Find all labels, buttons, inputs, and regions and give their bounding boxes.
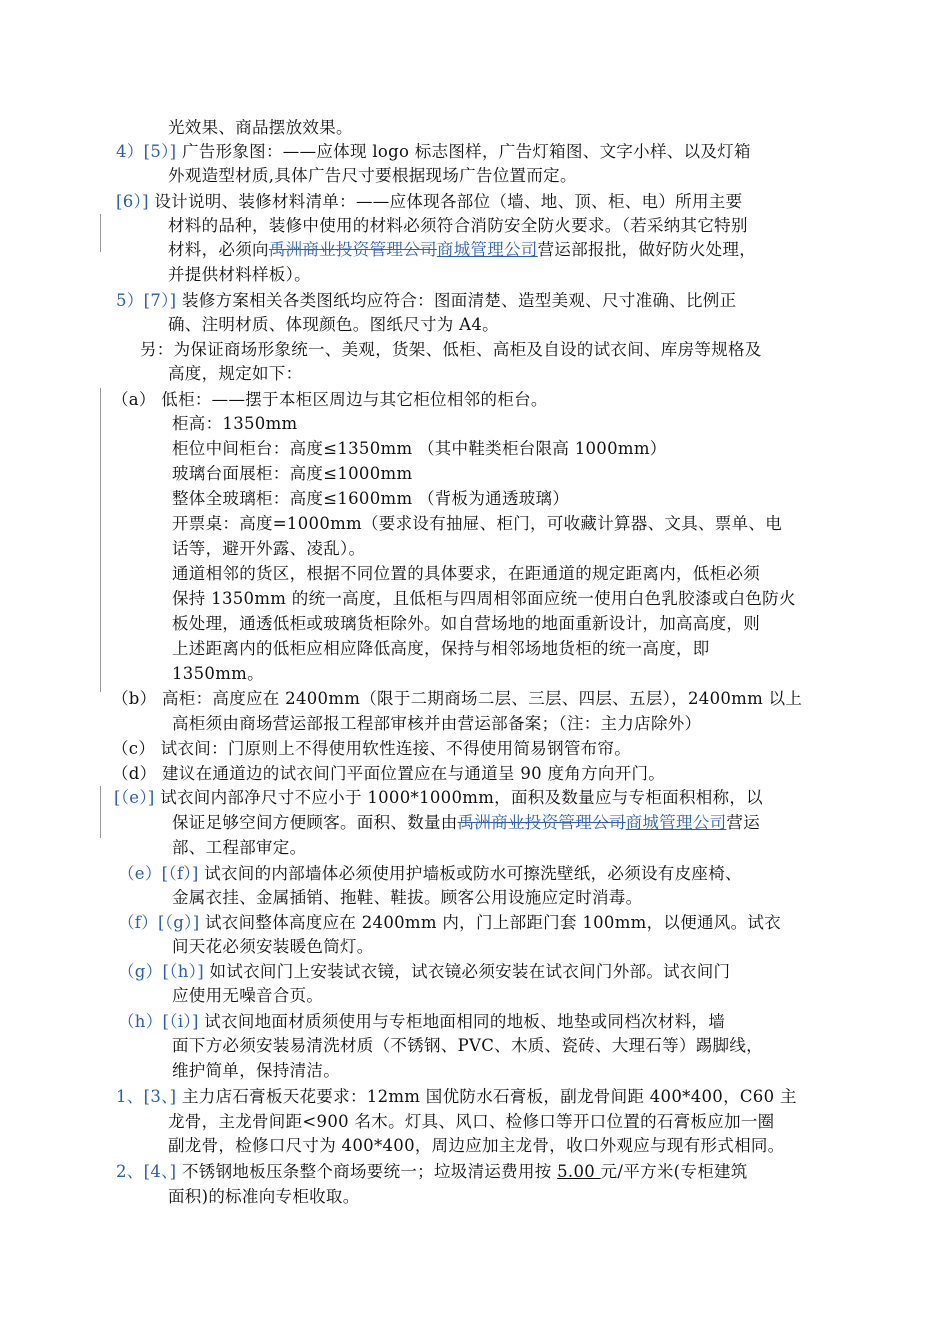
revision-marker: 2、[4、] xyxy=(116,1162,182,1181)
deleted-text: 禹洲商业投资管理公司 xyxy=(457,813,626,832)
text-line xyxy=(172,935,374,959)
revision-marker: 5）[7）] xyxy=(116,291,182,310)
text-run: 保证足够空间方便顾客。面积、数量由 xyxy=(172,813,458,832)
text-run: 营运部报批，做好防火处理， xyxy=(537,240,757,259)
text-line xyxy=(172,712,701,736)
inserted-text: 商城管理公司 xyxy=(436,240,538,259)
text-run: 确、注明材质、体现颜色。图纸尺寸为 A4。 xyxy=(168,315,499,334)
text-run: 龙骨，主龙骨间距<900 名木。灯具、风口、检修口等开口位置的石膏板应加一圈 xyxy=(168,1112,775,1131)
text-run: （d） 建议在通道边的试衣间门平面位置应在与通道呈 90 度角方向开门。 xyxy=(112,764,666,783)
text-run: 如试衣间门上安装试衣镜，试衣镜必须安装在试衣间门外部。试衣间门 xyxy=(209,962,731,981)
text-line xyxy=(168,1134,784,1158)
revision-marker: [（e）] xyxy=(114,788,161,807)
text-line xyxy=(116,289,736,313)
revision-marker: [6）] xyxy=(116,192,155,211)
text-run: 材料，必须向 xyxy=(168,240,269,259)
text-line xyxy=(112,687,802,711)
revision-bar xyxy=(100,388,101,692)
text-line xyxy=(168,1110,774,1134)
text-run: 柜位中间柜台：高度≤1350mm （其中鞋类柜台限高 1000mm） xyxy=(172,439,667,458)
text-line xyxy=(168,313,499,337)
text-line xyxy=(112,762,665,786)
text-run: 玻璃台面展柜：高度≤1000mm xyxy=(172,464,413,483)
text-line xyxy=(168,263,311,287)
inserted-text: 商城管理公司 xyxy=(625,813,727,832)
text-run: 应使用无噪音合页。 xyxy=(172,986,324,1005)
text-line xyxy=(116,190,742,214)
text-line xyxy=(172,412,297,436)
text-line xyxy=(172,984,323,1008)
text-line xyxy=(118,911,781,935)
text-run: 光效果、商品摆放效果。 xyxy=(168,118,353,137)
text-line xyxy=(172,487,569,511)
text-line xyxy=(172,811,760,835)
text-line xyxy=(172,836,306,860)
text-run: 副龙骨，检修口尺寸为 400*400，周边应加主龙骨，收口外观应与现有形式相同。 xyxy=(168,1136,785,1155)
text-line xyxy=(114,786,763,810)
text-line xyxy=(116,1085,797,1109)
text-run: 整体全玻璃柜：高度≤1600mm （背板为通透玻璃） xyxy=(172,489,570,508)
text-line xyxy=(172,512,782,536)
text-run: 试衣间内部净尺寸不应小于 1000*1000mm，面积及数量应与专柜面积相称，以 xyxy=(160,788,763,807)
text-line xyxy=(172,662,264,686)
text-run: （a） 低柜：——摆于本柜区周边与其它柜位相邻的柜台。 xyxy=(112,390,548,409)
text-run: 营运 xyxy=(726,813,761,832)
text-line xyxy=(168,164,577,188)
text-line xyxy=(168,1185,360,1209)
text-run: 元/平方米(专柜建筑 xyxy=(600,1162,748,1181)
text-run: 高柜须由商场营运部报工程部审核并由营运部备案；（注：主力店除外） xyxy=(172,714,702,733)
revision-marker: （f）[（g）] xyxy=(118,913,205,932)
text-run: 外观造型材质,具体广告尺寸要根据现场广告位置而定。 xyxy=(168,166,577,185)
text-run: 试衣间整体高度应在 2400mm 内，门上部距门套 100mm，以便通风。试衣 xyxy=(205,913,782,932)
text-line xyxy=(140,338,762,362)
text-run: 开票桌：高度=1000mm（要求设有抽屉、柜门，可收藏计算器、文具、票单、电 xyxy=(172,514,783,533)
revision-marker: （g）[（h）] xyxy=(118,962,210,981)
revision-marker: 1、[3、] xyxy=(116,1087,182,1106)
text-line xyxy=(168,214,748,238)
text-run: 不锈钢地板压条整个商场要统一；垃圾清运费用按 xyxy=(181,1162,558,1181)
text-run: 维护简单，保持清洁。 xyxy=(172,1061,340,1080)
revision-marker: （h）[（i）] xyxy=(118,1012,205,1031)
text-line xyxy=(172,437,667,461)
text-run: 材料的品种，装修中使用的材料必须符合消防安全防火要求。（若采纳其它特别 xyxy=(168,216,748,235)
text-run: 上述距离内的低柜应相应降低高度，保持与相邻场地货柜的统一高度，即 xyxy=(172,639,710,658)
text-run: 话等，避开外露、凌乱）。 xyxy=(172,539,366,558)
revision-bar xyxy=(100,214,101,252)
text-run: 保持 1350mm 的统一高度，且低柜与四周相邻面应统一使用白色乳胶漆或白色防火 xyxy=(172,589,796,608)
text-line xyxy=(172,612,760,636)
text-line xyxy=(172,1059,340,1083)
revision-marker: 4）[5）] xyxy=(116,142,182,161)
text-line xyxy=(168,362,302,386)
text-line xyxy=(168,116,353,140)
text-run: 部、工程部审定。 xyxy=(172,838,307,857)
text-run: 通道相邻的货区，根据不同位置的具体要求，在距通道的规定距离内，低柜必须 xyxy=(172,564,760,583)
text-run: 并提供材料样板）。 xyxy=(168,265,311,284)
text-line xyxy=(116,1160,748,1184)
text-run: 试衣间地面材质须使用与专柜地面相同的地板、地垫或同档次材料，墙 xyxy=(204,1012,726,1031)
text-line xyxy=(172,587,796,611)
text-line xyxy=(118,1010,725,1034)
text-run: （b） 高柜：高度应在 2400mm（限于二期商场二层、三层、四层、五层），2400mm 以上 xyxy=(112,689,803,708)
text-line xyxy=(172,537,365,561)
text-line xyxy=(112,388,548,412)
deleted-text: 禹洲商业投资管理公司 xyxy=(268,240,437,259)
text-run: 面积)的标准向专柜收取。 xyxy=(168,1187,360,1206)
revision-marker: （e）[（f）] xyxy=(118,864,205,883)
text-run: 装修方案相关各类图纸均应符合：图面清楚、造型美观、尺寸准确、比例正 xyxy=(181,291,737,310)
text-line xyxy=(112,737,631,761)
text-run: 主力店石膏板天花要求：12mm 国优防水石膏板，副龙骨间距 400*400，C60 主 xyxy=(181,1087,797,1106)
text-run: 板处理，通透低柜或玻璃货柜除外。如自营场地的地面重新设计，加高高度，则 xyxy=(172,614,760,633)
text-run: 面下方必须安装易清洗材质（不锈钢、PVC、木质、瓷砖、大理石等）踢脚线， xyxy=(172,1036,763,1055)
text-line xyxy=(118,960,730,984)
text-line xyxy=(168,238,756,262)
text-run: 1350mm。 xyxy=(172,664,264,683)
text-run: 高度，规定如下： xyxy=(168,364,303,383)
revision-bar xyxy=(100,786,101,838)
text-line xyxy=(172,886,642,910)
text-line xyxy=(172,562,760,586)
text-run: 设计说明、装修材料清单：——应体现各部位（墙、地、顶、柜、电）所用主要 xyxy=(154,192,743,211)
text-run: 另：为保证商场形象统一、美观，货架、低柜、高柜及自设的试衣间、库房等规格及 xyxy=(140,340,762,359)
text-run: 柜高：1350mm xyxy=(172,414,298,433)
underlined-value: 5.00 xyxy=(557,1162,601,1181)
text-line xyxy=(172,462,412,486)
text-line xyxy=(172,637,710,661)
text-line xyxy=(116,140,751,164)
text-line xyxy=(118,862,742,886)
text-run: 广告形象图：——应体现 logo 标志图样，广告灯箱图、文字小样、以及灯箱 xyxy=(181,142,751,161)
text-run: （c） 试衣间：门原则上不得使用软性连接、不得使用简易钢管布帘。 xyxy=(112,739,632,758)
text-run: 试衣间的内部墙体必须使用护墙板或防水可擦洗壁纸，必须设有皮座椅、 xyxy=(204,864,742,883)
text-line xyxy=(172,1034,763,1058)
text-run: 金属衣挂、金属插销、拖鞋、鞋拔。顾客公用设施应定时消毒。 xyxy=(172,888,643,907)
text-run: 间天花必须安装暖色筒灯。 xyxy=(172,937,374,956)
